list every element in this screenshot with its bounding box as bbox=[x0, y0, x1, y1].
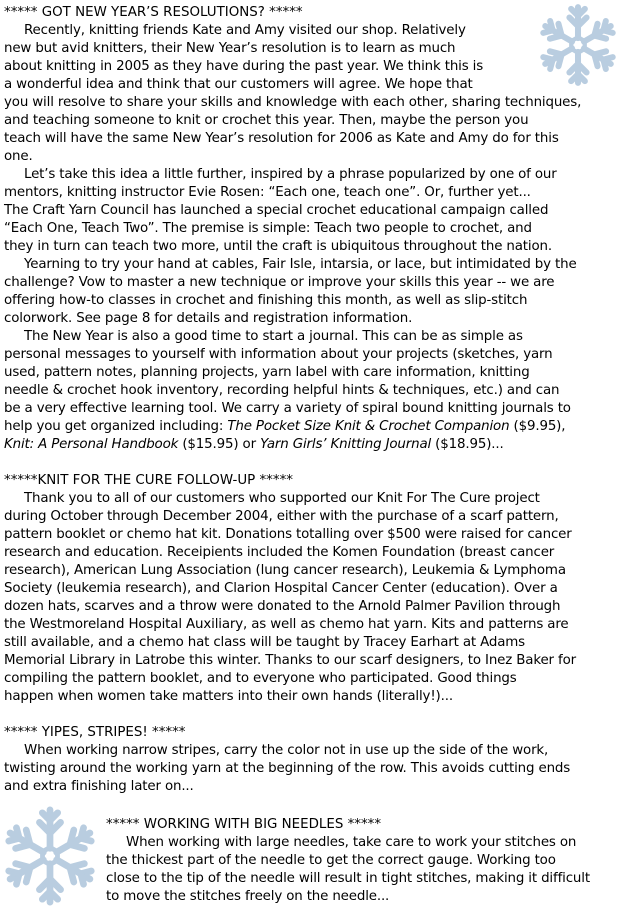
section-yipes-stripes bbox=[4, 724, 620, 796]
book-price: ($18.95)... bbox=[431, 437, 504, 452]
text-line: one. bbox=[4, 149, 33, 164]
text-fragment: help you get organized including: bbox=[4, 419, 228, 434]
text-line: offering how-to classes in crochet and finishing this month, as well as slip-stitch bbox=[4, 293, 528, 308]
text-line: When working with large needles, take care to work your stitches on bbox=[126, 835, 577, 850]
text-line: and extra finishing later on... bbox=[4, 779, 194, 794]
text-line: Memorial Library in Latrobe this winter. Thanks to our scarf designers, to Inez Baker for bbox=[4, 653, 576, 668]
text-line: teach will have the same New Year’s resolution for 2006 as Kate and Amy do for this bbox=[4, 131, 559, 146]
book-title: The Pocket Size Knit & Crochet Companion bbox=[227, 419, 510, 434]
book-price: ($15.95) or bbox=[178, 437, 261, 452]
text-line: to move the stitches freely on the needle... bbox=[106, 889, 390, 904]
section-heading: ***** GOT NEW YEAR’S RESOLUTIONS? ***** bbox=[4, 5, 303, 20]
book-title: Yarn Girls’ Knitting Journal bbox=[260, 437, 432, 452]
text-line: When working narrow stripes, carry the color not in use up the side of the work, bbox=[24, 743, 549, 758]
text-line: you will resolve to share your skills and knowledge with each other, sharing techniques, bbox=[4, 95, 582, 110]
text-line: they in turn can teach two more, until the craft is ubiquitous throughout the nation. bbox=[4, 239, 552, 254]
text-line: still available, and a chemo hat class will be taught by Tracey Earhart at Adams bbox=[4, 635, 525, 650]
section-heading: ***** WORKING WITH BIG NEEDLES ***** bbox=[106, 817, 382, 832]
text-line: pattern booklet or chemo hat kit. Donations totalling over $500 were raised for cancer bbox=[4, 527, 572, 542]
text-line: close to the tip of the needle will result in tight stitches, making it difficult bbox=[106, 871, 590, 886]
text-line: mentors, knitting instructor Evie Rosen: “Each one, teach one”. Or, further yet... bbox=[4, 185, 531, 200]
text-line: twisting around the working yarn at the beginning of the row. This avoids cutting ends bbox=[4, 761, 571, 776]
book-title: Knit: A Personal Handbook bbox=[4, 437, 179, 452]
snowflake-icon bbox=[2, 802, 98, 910]
text-line bbox=[4, 436, 620, 454]
text-line: Yearning to try your hand at cables, Fair Isle, intarsia, or lace, but intimidated by the bbox=[24, 257, 577, 272]
text-line: and teaching someone to knit or crochet this year. Then, maybe the person you bbox=[4, 113, 529, 128]
text-line: colorwork. See page 8 for details and registration information. bbox=[4, 311, 413, 326]
text-line: dozen hats, scarves and a throw were donated to the Arnold Palmer Pavilion through bbox=[4, 599, 561, 614]
text-line: challenge? Vow to master a new technique or improve your skills this year -- we are bbox=[4, 275, 555, 290]
text-line: compiling the pattern booklet, and to everyone who participated. Good things bbox=[4, 671, 517, 686]
text-line bbox=[4, 418, 620, 436]
text-line: about knitting in 2005 as they have during the past year. We think this is bbox=[4, 59, 484, 74]
section-big-needles bbox=[106, 816, 618, 906]
text-line: Let’s take this idea a little further, inspired by a phrase popularized by one of our bbox=[24, 167, 557, 182]
text-line: Recently, knitting friends Kate and Amy visited our shop. Relatively bbox=[24, 23, 466, 38]
text-line: new but avid knitters, their New Year’s resolution is to learn as much bbox=[4, 41, 456, 56]
text-line: research and education. Receipients included the Komen Foundation (breast cancer bbox=[4, 545, 555, 560]
section-knit-for-the-cure bbox=[4, 472, 620, 706]
text-line: needle & crochet hook inventory, recording helpful hints & techniques, etc.) and can bbox=[4, 383, 560, 398]
text-line: used, pattern notes, planning projects, yarn label with care information, knitting bbox=[4, 365, 530, 380]
text-line: the thickest part of the needle to get the correct gauge. Working too bbox=[106, 853, 556, 868]
text-line: Thank you to all of our customers who supported our Knit For The Cure project bbox=[24, 491, 540, 506]
text-line: Society (leukemia research), and Clarion Hospital Cancer Center (education). Over a bbox=[4, 581, 558, 596]
text-line: The Craft Yarn Council has launched a special crochet educational campaign called bbox=[4, 203, 549, 218]
text-line: during October through December 2004, either with the purchase of a scarf pattern, bbox=[4, 509, 559, 524]
text-line: be a very effective learning tool. We carry a variety of spiral bound knitting journals to bbox=[4, 401, 571, 416]
text-line: personal messages to yourself with information about your projects (sketches, yarn bbox=[4, 347, 553, 362]
book-price: ($9.95), bbox=[509, 419, 566, 434]
section-heading: *****KNIT FOR THE CURE FOLLOW-UP ***** bbox=[4, 473, 293, 488]
text-line: the Westmoreland Hospital Auxiliary, as well as chemo hat yarn. Kits and patterns are bbox=[4, 617, 569, 632]
text-line: “Each One, Teach Two”. The premise is simple: Teach two people to crochet, and bbox=[4, 221, 532, 236]
section-heading: ***** YIPES, STRIPES! ***** bbox=[4, 725, 186, 740]
text-line: happen when women take matters into their own hands (literally!)... bbox=[4, 689, 453, 704]
text-line: The New Year is also a good time to start a journal. This can be as simple as bbox=[24, 329, 523, 344]
text-line: a wonderful idea and think that our customers will agree. We hope that bbox=[4, 77, 473, 92]
section-new-years-resolutions bbox=[4, 4, 620, 454]
text-line: research), American Lung Association (lung cancer research), Leukemia & Lymphoma bbox=[4, 563, 566, 578]
